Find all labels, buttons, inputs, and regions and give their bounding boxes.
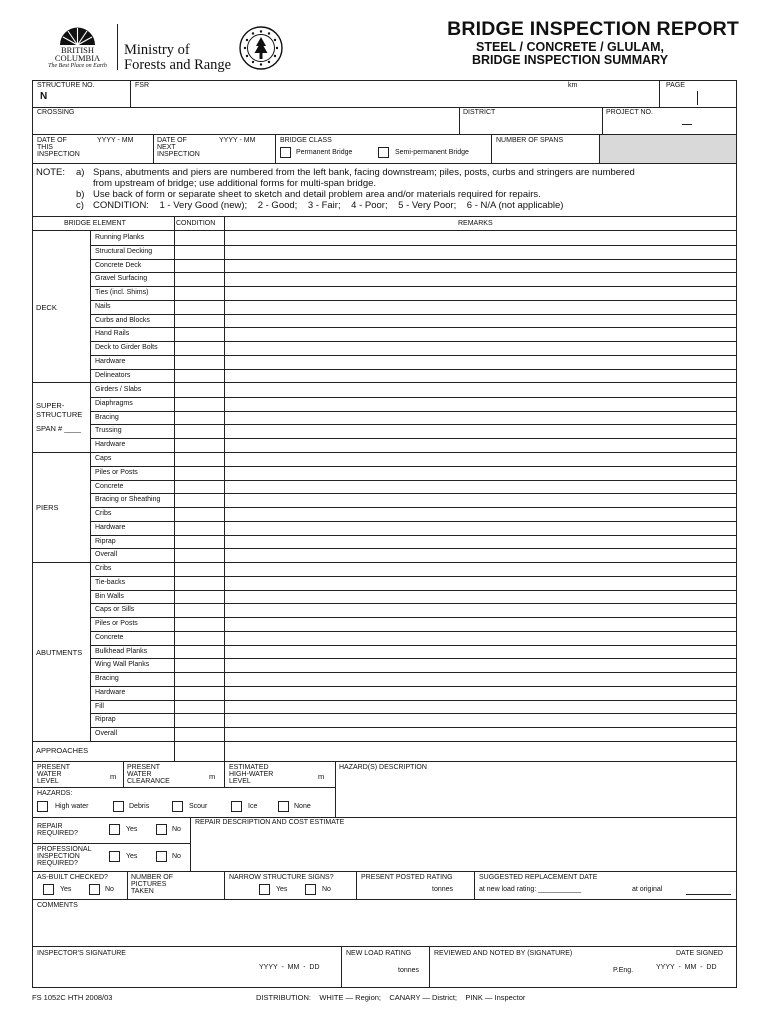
project-no-field[interactable] (606, 118, 734, 132)
hazard-debris-label: Debris (129, 803, 150, 810)
inspector-signature-field[interactable] (37, 960, 252, 984)
condition-cell[interactable] (175, 672, 224, 686)
header-divider (117, 24, 118, 70)
note-a-text-1: Spans, abutments and piers are numbered from the left bank, facing downstream; piles, posts, curbs and stringers are numbered (93, 167, 635, 178)
element-row-label: Fill (95, 702, 104, 710)
remarks-cell[interactable] (225, 452, 736, 466)
element-row-label: Nails (95, 302, 111, 310)
water-level-field[interactable] (70, 770, 108, 784)
narrow-signs-yes-label: Yes (276, 886, 288, 893)
hazard-scour-checkbox[interactable] (172, 801, 183, 812)
element-row-label: Piles or Posts (95, 468, 138, 476)
inspector-date-field[interactable] (255, 972, 337, 985)
hazards-row-bottom-line (32, 817, 737, 818)
note-b-text: Use back of form or separate sheet to sketch and detail problem area and/or materials required for repairs. (93, 189, 541, 200)
condition-cell[interactable] (175, 727, 224, 741)
professional-no-checkbox[interactable] (156, 851, 167, 862)
narrow-signs-no-checkbox[interactable] (305, 884, 316, 895)
pictures-label-1: NUMBER OF (131, 874, 173, 881)
water-level-label-1: PRESENT (37, 764, 71, 771)
distribution-note: DISTRIBUTION: WHITE — Region; CANARY — District; PINK — Inspector (256, 993, 526, 1002)
district-project-divider (602, 107, 603, 135)
condition-cell[interactable] (175, 521, 224, 535)
group-label-divider (90, 452, 91, 562)
remarks-cell[interactable] (225, 603, 736, 617)
notes-bottom-line (32, 216, 737, 217)
date-next-field[interactable] (210, 146, 272, 161)
date-signed-label: DATE SIGNED (676, 950, 723, 957)
element-row-label: Overall (95, 730, 118, 737)
high-water-unit: m (318, 772, 325, 781)
replacement-original-underline[interactable] (686, 894, 731, 895)
remarks-cell[interactable] (225, 245, 736, 259)
element-row-label: Hardware (95, 357, 126, 365)
date-next-format: YYYY - MM (219, 137, 256, 144)
structure-fsr-divider (130, 80, 131, 108)
group-label-abutments: ABUTMENTS (36, 648, 83, 657)
form-bottom-border (32, 987, 737, 988)
pictures-label-3: TAKEN (131, 888, 154, 895)
condition-cell[interactable] (175, 617, 224, 631)
element-row-label: Gravel Surfacing (95, 275, 148, 283)
date-this-label-3: INSPECTION (37, 151, 80, 158)
condition-cell[interactable] (175, 397, 224, 411)
as-built-label: AS-BUILT CHECKED? (37, 874, 108, 881)
condition-cell[interactable] (175, 245, 224, 259)
high-water-label-2: HIGH-WATER (229, 771, 274, 778)
date-next-label-1: DATE OF (157, 137, 187, 144)
remarks-cell[interactable] (225, 535, 736, 549)
remarks-cell[interactable] (225, 272, 736, 286)
structure-no-prefix: N (40, 91, 48, 102)
number-of-spans-field[interactable] (496, 146, 596, 161)
element-row-label: Trussing (95, 427, 122, 435)
date-next-label-2: NEXT (157, 144, 176, 151)
page-field[interactable] (662, 90, 734, 105)
remarks-cell[interactable] (225, 521, 736, 535)
repair-required-label-1: REPAIR (37, 823, 63, 830)
condition-cell[interactable] (175, 438, 224, 452)
water-divider-1 (123, 761, 124, 788)
water-level-unit: m (110, 772, 117, 781)
element-row-label: Caps or Sills (95, 606, 135, 614)
water-clearance-label-3: CLEARANCE (127, 778, 170, 785)
posted-rating-unit: tonnes (432, 886, 454, 893)
condition-cell[interactable] (175, 686, 224, 700)
element-row-label: Structural Decking (95, 247, 153, 255)
condition-cell[interactable] (175, 411, 224, 425)
hazard-ice-label: Ice (248, 803, 258, 810)
professional-label-2: INSPECTION (37, 853, 80, 860)
water-level-label-3: LEVEL (37, 778, 59, 785)
condition-cell[interactable] (175, 355, 224, 369)
repair-yes-label: Yes (126, 826, 138, 833)
note-lead: NOTE: (36, 167, 66, 178)
number-of-spans-label: NUMBER OF SPANS (496, 137, 564, 144)
remarks-cell[interactable] (225, 355, 736, 369)
reviewed-peng-label: P.Eng. (613, 967, 634, 974)
repair-desc-divider (190, 817, 191, 871)
remarks-cell[interactable] (225, 576, 736, 590)
row-label-approaches: APPROACHES (36, 746, 89, 755)
permanent-bridge-checkbox[interactable] (280, 147, 291, 158)
date-this-format: YYYY - MM (97, 137, 134, 144)
hazard-desc-divider (335, 761, 336, 817)
page-label: PAGE (666, 82, 685, 89)
remarks-cell[interactable] (225, 700, 736, 714)
note-a-key: a) (76, 167, 85, 178)
element-row-label: Girders / Slabs (95, 386, 142, 393)
form-top-border (32, 80, 737, 81)
approaches-condition-cell[interactable] (175, 741, 224, 761)
element-row-label: Running Planks (95, 234, 145, 241)
bc-logo (40, 20, 115, 70)
bridge-class-label: BRIDGE CLASS (280, 137, 332, 144)
posted-rating-label: PRESENT POSTED RATING (361, 874, 453, 881)
hazard-ice-checkbox[interactable] (231, 801, 242, 812)
ministry-line-2: Forests and Range (124, 57, 232, 73)
group-label-divider (90, 562, 91, 741)
inspector-date-format: YYYY - MM - DD (259, 964, 320, 971)
repair-description-label: REPAIR DESCRIPTION AND COST ESTIMATE (195, 819, 345, 826)
shaded-cell (600, 135, 736, 163)
condition-cell[interactable] (175, 341, 224, 355)
remarks-cell[interactable] (225, 562, 736, 576)
group-label-deck: DECK (36, 303, 57, 312)
condition-cell[interactable] (175, 424, 224, 438)
approaches-remarks-cell[interactable] (225, 741, 736, 761)
district-label: DISTRICT (463, 109, 496, 116)
element-row-label: Concrete (95, 633, 124, 641)
remarks-cell[interactable] (225, 383, 736, 397)
km-page-divider (659, 80, 660, 108)
row1-bottom-line (32, 107, 737, 108)
logo-line-2: COLUMBIA (54, 53, 101, 63)
as-built-yes-label: Yes (60, 886, 72, 893)
group-label-divider (90, 231, 91, 382)
pictures-narrow-divider (224, 871, 225, 899)
hazards-label: HAZARDS: (37, 790, 73, 797)
hazard-description-label: HAZARD(S) DESCRIPTION (339, 764, 427, 771)
remarks-cell[interactable] (225, 411, 736, 425)
date-next-label-3: INSPECTION (157, 151, 200, 158)
row3-bottom-line (32, 163, 737, 164)
remarks-cell[interactable] (225, 286, 736, 300)
water-clearance-label-1: PRESENT (127, 764, 161, 771)
element-row-label: Caps (95, 455, 112, 462)
date-this-field[interactable] (90, 146, 150, 161)
fsr-label: FSR (135, 82, 149, 89)
crossing-label: CROSSING (37, 109, 75, 116)
remarks-cell[interactable] (225, 438, 736, 452)
logo-line-1: BRITISH (60, 45, 95, 55)
pictures-label-2: PICTURES (131, 881, 167, 888)
reviewed-by-field[interactable] (434, 960, 606, 984)
condition-cell[interactable] (175, 535, 224, 549)
condition-cell[interactable] (175, 507, 224, 521)
professional-yes-checkbox[interactable] (109, 851, 120, 862)
narrow-signs-label: NARROW STRUCTURE SIGNS? (229, 874, 334, 881)
element-row-label: Deck to Girder Bolts (95, 344, 158, 351)
element-row-label: Delineators (95, 371, 131, 379)
km-field[interactable] (568, 90, 656, 105)
element-row-label: Riprap (95, 537, 116, 545)
condition-cell[interactable] (175, 231, 224, 245)
high-water-label-3: LEVEL (229, 778, 251, 785)
condition-cell[interactable] (175, 645, 224, 659)
water-row-bottom-line (32, 787, 336, 788)
element-row-label: Tie-backs (95, 578, 126, 586)
element-row-label: Curbs and Blocks (95, 316, 150, 324)
remarks-cell[interactable] (225, 341, 736, 355)
remarks-cell[interactable] (225, 314, 736, 328)
water-clearance-unit: m (209, 772, 216, 781)
repair-required-label-2: REQUIRED? (37, 830, 78, 837)
narrow-signs-yes-checkbox[interactable] (259, 884, 270, 895)
condition-cell[interactable] (175, 713, 224, 727)
element-row-label: Overall (95, 551, 118, 559)
remarks-cell[interactable] (225, 480, 736, 494)
ministry-line-1: Ministry of (124, 42, 190, 58)
remarks-cell[interactable] (225, 466, 736, 480)
repair-description-field[interactable] (195, 828, 734, 869)
col-header-condition: CONDITION (176, 220, 216, 227)
element-row-label: Bracing (95, 413, 119, 421)
element-row-label: Piles or Posts (95, 620, 138, 627)
condition-cell[interactable] (175, 603, 224, 617)
condition-cell[interactable] (175, 576, 224, 590)
remarks-cell[interactable] (225, 327, 736, 341)
element-row-label: Bin Walls (95, 592, 124, 600)
professional-row-bottom-line (32, 871, 737, 872)
remarks-cell[interactable] (225, 300, 736, 314)
condition-cell[interactable] (175, 300, 224, 314)
posted-rating-field[interactable] (361, 883, 429, 897)
repair-row-bottom-line (32, 843, 191, 844)
inspector-signature-label: INSPECTOR'S SIGNATURE (37, 950, 126, 957)
permanent-bridge-label: Permanent Bridge (296, 149, 353, 156)
repair-yes-checkbox[interactable] (109, 824, 120, 835)
class-spans-divider (491, 134, 492, 163)
water-clearance-label-2: WATER (127, 771, 152, 778)
new-load-rating-field[interactable] (346, 962, 396, 982)
note-a-text-2: from upstream of bridge; use additional forms for multi-span bridge. (93, 178, 377, 189)
professional-label-1: PROFESSIONAL (37, 846, 92, 853)
hazard-scour-label: Scour (189, 803, 208, 810)
date-signed-format: YYYY - MM - DD (656, 964, 717, 971)
remarks-cell[interactable] (225, 590, 736, 604)
date-class-divider (275, 134, 276, 163)
high-water-label-1: ESTIMATED (229, 764, 269, 771)
element-row-label: Concrete Deck (95, 261, 142, 269)
water-divider-2 (224, 761, 225, 788)
comments-field[interactable] (37, 911, 734, 944)
narrow-posted-divider (356, 871, 357, 899)
remarks-cell[interactable] (225, 424, 736, 438)
remarks-cell[interactable] (225, 658, 736, 672)
element-row-label: Riprap (95, 716, 116, 724)
group-label-superstructure-2: STRUCTURE (36, 410, 83, 419)
condition-cell[interactable] (175, 286, 224, 300)
district-field[interactable] (463, 118, 599, 132)
professional-yes-label: Yes (126, 853, 138, 860)
hazard-description-field[interactable] (339, 773, 734, 815)
condition-cell[interactable] (175, 272, 224, 286)
asbuilt-row-bottom-line (32, 899, 737, 900)
repair-no-label: No (172, 826, 181, 833)
as-built-no-label: No (105, 886, 114, 893)
report-subtitle-1: STEEL / CONCRETE / GLULAM, (476, 40, 664, 54)
group-label-superstructure-span: SPAN # ____ (36, 424, 81, 433)
group-label-divider (90, 383, 91, 452)
element-row-label: Ties (incl. Shims) (95, 289, 149, 296)
condition-cell[interactable] (175, 562, 224, 576)
pictures-field[interactable] (180, 880, 222, 896)
hazard-none-label: None (294, 803, 311, 810)
narrow-signs-no-label: No (322, 886, 331, 893)
group-label-piers: PIERS (36, 503, 59, 512)
project-no-label: PROJECT NO. (606, 109, 653, 116)
note-b-key: b) (76, 189, 85, 200)
km-label: km (568, 82, 578, 89)
element-row-label: Wing Wall Planks (95, 661, 150, 669)
structure-no-label: STRUCTURE NO. (37, 82, 95, 89)
element-row-label: Hardware (95, 441, 126, 448)
reviewed-by-label: REVIEWED AND NOTED BY (SIGNATURE) (434, 950, 573, 957)
logo-tagline: The Best Place on Earth (48, 63, 107, 69)
condition-cell[interactable] (175, 493, 224, 507)
date-signed-field[interactable] (652, 972, 734, 985)
professional-label-3: REQUIRED? (37, 860, 78, 867)
condition-cell[interactable] (175, 452, 224, 466)
condition-cell[interactable] (175, 314, 224, 328)
report-subtitle-2: BRIDGE INSPECTION SUMMARY (471, 53, 669, 67)
high-water-field[interactable] (282, 770, 316, 784)
table-bottom-line (32, 761, 737, 762)
spans-shade-divider (599, 134, 600, 163)
crossing-district-divider (459, 107, 460, 135)
remarks-cell[interactable] (225, 369, 736, 383)
remarks-cell[interactable] (225, 727, 736, 741)
new-load-rating-unit: tonnes (398, 967, 420, 974)
hazard-high-water-label: High water (55, 803, 89, 810)
remarks-cell[interactable] (225, 397, 736, 411)
element-row-label: Hardware (95, 523, 126, 531)
condition-cell[interactable] (175, 383, 224, 397)
group-label-superstructure-1: SUPER- (36, 401, 65, 410)
condition-cell[interactable] (175, 480, 224, 494)
element-row-label: Bracing or Sheathing (95, 496, 161, 504)
condition-cell[interactable] (175, 327, 224, 341)
forest-service-seal-icon (239, 26, 283, 70)
remarks-cell[interactable] (225, 493, 736, 507)
newload-reviewed-divider (429, 946, 430, 987)
sun-icon (40, 20, 115, 46)
crossing-field[interactable] (37, 118, 455, 132)
as-built-no-checkbox[interactable] (89, 884, 100, 895)
element-row-label: Cribs (95, 510, 112, 517)
comments-bottom-line (32, 946, 737, 947)
repair-no-checkbox[interactable] (156, 824, 167, 835)
element-row-label: Hand Rails (95, 330, 130, 338)
replacement-new-load-label: at new load rating: ___________ (479, 886, 581, 893)
condition-cell[interactable] (175, 259, 224, 273)
professional-no-label: No (172, 853, 181, 860)
date-this-label-2: THIS (37, 144, 53, 151)
date-this-label-1: DATE OF (37, 137, 67, 144)
remarks-cell[interactable] (225, 617, 736, 631)
element-row-label: Concrete (95, 482, 124, 490)
sig-newload-divider (341, 946, 342, 987)
form-number: FS 1052C HTH 2008/03 (32, 993, 113, 1002)
semi-permanent-bridge-label: Semi-permanent Bridge (395, 149, 469, 156)
condition-cell[interactable] (175, 590, 224, 604)
water-level-label-2: WATER (37, 771, 62, 778)
note-c-key: c) (76, 200, 84, 211)
water-clearance-field[interactable] (170, 770, 207, 784)
asbuilt-pictures-divider (127, 871, 128, 899)
hazard-none-checkbox[interactable] (278, 801, 289, 812)
element-row-label: Cribs (95, 565, 112, 572)
condition-cell[interactable] (175, 548, 224, 562)
posted-replacement-divider (474, 871, 475, 899)
remarks-cell[interactable] (225, 672, 736, 686)
replacement-date-label: SUGGESTED REPLACEMENT DATE (479, 874, 598, 881)
col-header-remarks: REMARKS (458, 220, 493, 227)
remarks-cell[interactable] (225, 259, 736, 273)
element-row-label: Hardware (95, 688, 126, 696)
condition-cell[interactable] (175, 658, 224, 672)
condition-cell[interactable] (175, 700, 224, 714)
element-row-label: Bulkhead Planks (95, 647, 148, 655)
condition-cell[interactable] (175, 631, 224, 645)
hazard-debris-checkbox[interactable] (113, 801, 124, 812)
date-divider-1 (153, 134, 154, 163)
element-row-label: Diaphragms (95, 399, 133, 407)
report-title: BRIDGE INSPECTION REPORT (447, 18, 739, 40)
remarks-cell[interactable] (225, 686, 736, 700)
note-c-text: CONDITION: 1 - Very Good (new); 2 - Good; 3 - Fair; 4 - Poor; 5 - Very Poor; 6 - N/A (not applicable) (93, 200, 564, 211)
remarks-cell[interactable] (225, 631, 736, 645)
col-header-element: BRIDGE ELEMENT (64, 220, 126, 227)
semi-permanent-bridge-checkbox[interactable] (378, 147, 389, 158)
fsr-field[interactable] (135, 90, 565, 105)
replacement-original-label: at original (632, 886, 663, 893)
comments-label: COMMENTS (37, 902, 78, 909)
remarks-cell[interactable] (225, 713, 736, 727)
element-row-label: Bracing (95, 675, 119, 682)
as-built-yes-checkbox[interactable] (43, 884, 54, 895)
remarks-cell[interactable] (225, 507, 736, 521)
structure-no-field[interactable] (52, 90, 126, 105)
remarks-cell[interactable] (225, 645, 736, 659)
condition-cell[interactable] (175, 369, 224, 383)
remarks-cell[interactable] (225, 548, 736, 562)
remarks-cell[interactable] (225, 231, 736, 245)
condition-cell[interactable] (175, 466, 224, 480)
new-load-rating-label: NEW LOAD RATING (346, 950, 412, 957)
hazard-high-water-checkbox[interactable] (37, 801, 48, 812)
